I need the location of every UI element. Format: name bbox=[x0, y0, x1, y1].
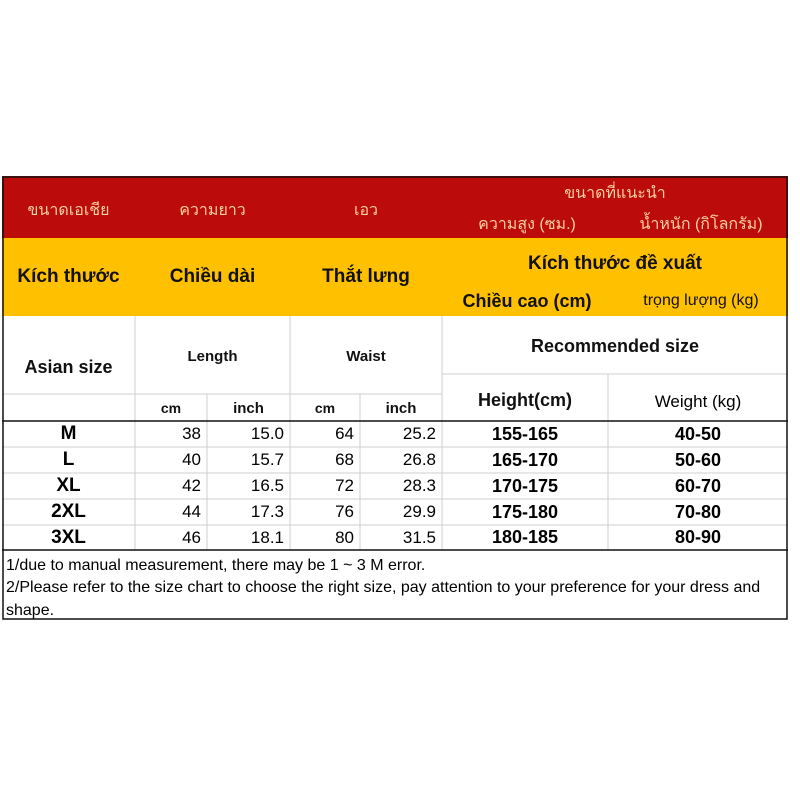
viet-recommended-header: Kích thước đề xuất bbox=[527, 253, 702, 274]
height-range-cell: 165-170 bbox=[491, 449, 559, 470]
weight-kg-header: Weight (kg) bbox=[654, 392, 742, 411]
size-cell: M bbox=[60, 423, 77, 444]
thai-waist-header: เอว bbox=[353, 201, 379, 219]
length-cm-cell: 42 bbox=[182, 476, 201, 495]
waist-cm-cell: 72 bbox=[335, 476, 354, 495]
table-row bbox=[2, 525, 788, 550]
length-cm-cell: 46 bbox=[182, 527, 201, 547]
length-cm-subheader: cm bbox=[160, 400, 182, 416]
note-size-advice: 2/Please refer to the size chart to choose the right size, pay attention to your preference for your dress and shape. bbox=[6, 579, 761, 619]
length-cm-cell: 40 bbox=[182, 450, 201, 469]
viet-length-header: Chiều dài bbox=[169, 266, 256, 287]
length-inch-cell: 17.3 bbox=[250, 502, 284, 521]
height-range-cell: 170-175 bbox=[491, 475, 559, 496]
height-cm-header: Height(cm) bbox=[478, 389, 572, 410]
thai-weight-header: น้ำหนัก (กิโลกรัม) bbox=[639, 215, 763, 233]
waist-cm-subheader: cm bbox=[314, 400, 336, 416]
length-header: Length bbox=[187, 347, 238, 365]
waist-cm-cell: 76 bbox=[335, 502, 354, 521]
waist-cm-cell: 80 bbox=[335, 527, 354, 547]
viet-weight-header: trọng lượng (kg) bbox=[643, 292, 759, 309]
viet-size-header: Kích thước bbox=[17, 266, 120, 287]
recommended-size-header: Recommended size bbox=[530, 335, 700, 356]
size-cell: 3XL bbox=[51, 526, 86, 548]
height-range-cell: 175-180 bbox=[491, 501, 559, 522]
table-row bbox=[2, 421, 788, 447]
waist-inch-cell: 25.2 bbox=[402, 424, 436, 443]
table-row bbox=[2, 473, 788, 499]
viet-waist-header: Thắt lưng bbox=[322, 266, 410, 287]
length-cm-cell: 38 bbox=[182, 424, 201, 443]
length-inch-cell: 18.1 bbox=[250, 527, 284, 547]
table-row bbox=[2, 499, 788, 525]
thai-asian-size-header: ขนาดเอเชีย bbox=[27, 201, 110, 219]
waist-cm-cell: 64 bbox=[335, 424, 354, 443]
waist-inch-subheader: inch bbox=[385, 399, 417, 417]
length-inch-cell: 15.0 bbox=[250, 424, 284, 443]
waist-inch-cell: 29.9 bbox=[402, 502, 436, 521]
table-row bbox=[2, 447, 788, 473]
weight-range-cell: 50-60 bbox=[674, 449, 722, 470]
weight-range-cell: 40-50 bbox=[674, 423, 722, 444]
height-range-cell: 180-185 bbox=[491, 527, 559, 547]
waist-header: Waist bbox=[346, 347, 386, 365]
thai-recommended-header: ขนาดที่แนะนำ bbox=[564, 184, 666, 202]
length-inch-cell: 15.7 bbox=[250, 450, 284, 469]
weight-range-cell: 60-70 bbox=[674, 475, 722, 496]
waist-inch-cell: 26.8 bbox=[402, 450, 436, 469]
waist-cm-cell: 68 bbox=[335, 450, 354, 469]
thai-length-header: ความยาว bbox=[179, 201, 246, 219]
length-cm-cell: 44 bbox=[182, 502, 201, 521]
viet-height-header: Chiều cao (cm) bbox=[462, 290, 592, 311]
waist-inch-cell: 28.3 bbox=[402, 476, 436, 495]
size-cell: 2XL bbox=[51, 501, 86, 522]
length-inch-subheader: inch bbox=[233, 399, 264, 417]
weight-range-cell: 70-80 bbox=[674, 501, 722, 522]
size-chart bbox=[2, 176, 788, 620]
length-inch-cell: 16.5 bbox=[250, 476, 284, 495]
weight-range-cell: 80-90 bbox=[674, 527, 722, 547]
thai-height-header: ความสูง (ซม.) bbox=[478, 215, 576, 233]
waist-inch-cell: 31.5 bbox=[402, 527, 436, 547]
height-range-cell: 155-165 bbox=[491, 423, 559, 444]
note-measurement-error: 1/due to manual measurement, there may be 1 ~ 3 M error. bbox=[6, 557, 426, 574]
asian-size-header: Asian size bbox=[24, 356, 113, 377]
size-cell: L bbox=[62, 449, 75, 470]
size-cell: XL bbox=[56, 475, 81, 496]
